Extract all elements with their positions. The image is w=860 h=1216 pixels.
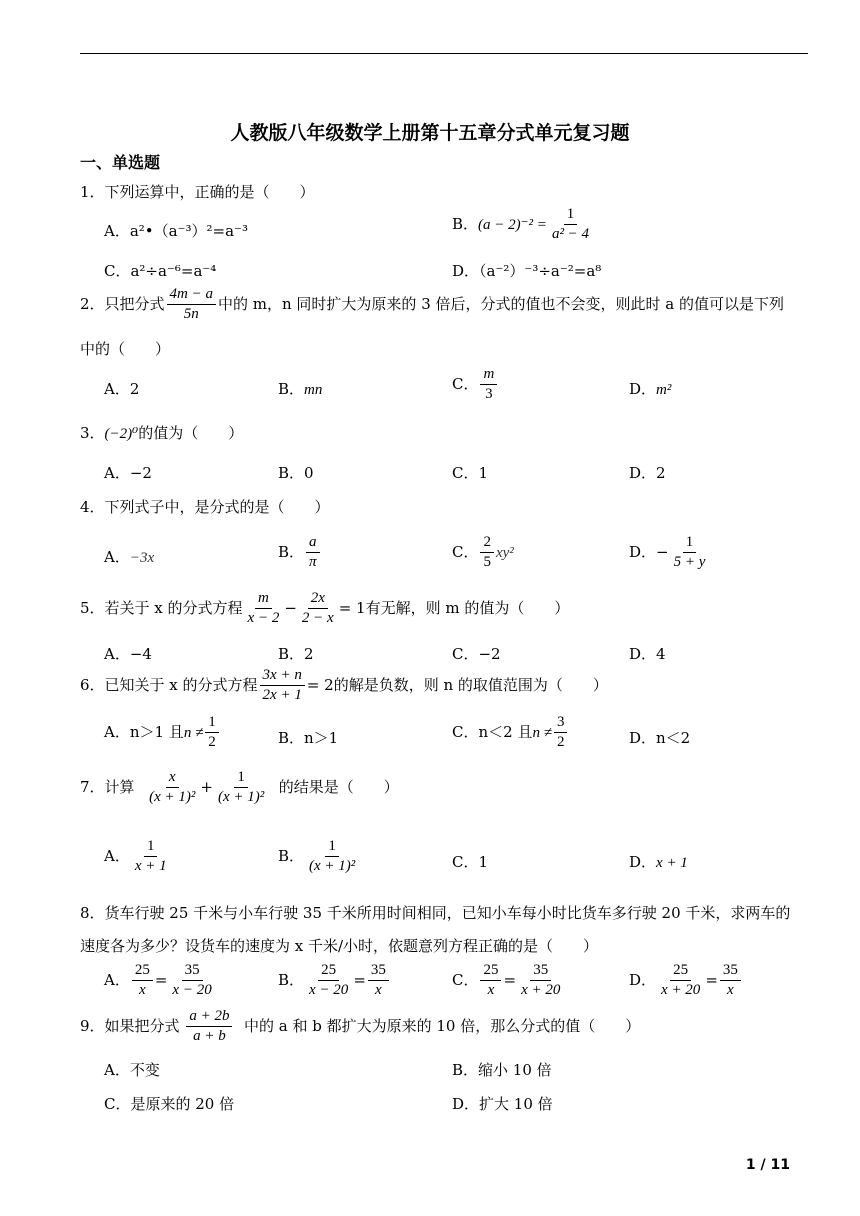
q8-option-d: D． $\frac{25}{x + 20}$ = $\frac{35}{x}$ (629, 962, 743, 1000)
q8-stem-line2: 速度各为多少？设货车的速度为 x 千米/小时，依题意列方程正确的是（ ） (80, 937, 599, 955)
q4-d-fraction: $\frac{1}{5 + y}$ (673, 534, 706, 571)
page-number: 1 / 11 (745, 1157, 790, 1173)
q8-c-fraction-left: $\frac{25}{x}$ (480, 962, 501, 1000)
q8-b-fraction-right: $\frac{35}{x}$ (368, 962, 389, 1000)
q2-option-c: C． $\frac{m}{3}$ (452, 366, 499, 404)
q1-option-b (452, 206, 594, 244)
q6-c-fraction: $\frac{3}{2}$ (554, 714, 568, 752)
q3-option-b: B．0 (278, 464, 314, 482)
q8-a-fraction-left: $\frac{25}{x}$ (132, 962, 153, 1000)
q5-stem: 5．若关于 x 的分式方程 $\frac{m}{x - 2}$ − $\frac{2x}{2 - x}$ = 1有无解，则 m 的值为（ ） (80, 590, 570, 627)
q5-fraction-1: $\frac{m}{x - 2}$ (247, 590, 280, 627)
q3-stem: 3．(−2)⁰的值为（ ） (80, 424, 244, 442)
q1-option-a: A．a²•（a⁻³）²=a⁻³ (104, 222, 248, 240)
q6-a-fraction: $\frac{1}{2}$ (205, 714, 219, 752)
q8-b-fraction-left: $\frac{25}{x - 20}$ (309, 962, 349, 999)
q2-option-a: A．2 (104, 380, 140, 398)
q4-c-fraction: $\frac{2}{5}$ (480, 534, 494, 572)
q2-stem-line2: 中的（ ） (80, 340, 171, 358)
q8-stem-line1: 8．货车行驶 25 千米与小车行驶 35 千米所用时间相同，已知小车每小时比货车多行驶 20 千米，求两车的 (80, 904, 791, 922)
q9-option-b: B．缩小 10 倍 (452, 1061, 552, 1079)
q9-fraction: $\frac{a + 2b}{a + b}$ (186, 1008, 232, 1046)
q7-option-c: C．1 (452, 853, 489, 871)
q7-b-fraction: $\frac{1}{\text{(x + 1)²}}$ (309, 838, 356, 875)
q4-option-c: C． $\frac{2}{5}$ xy² (452, 534, 514, 571)
q1-option-d: D．（a⁻²）⁻³÷a⁻²=a⁸ (452, 262, 602, 280)
q4-stem: 4．下列式子中，是分式的是（ ） (80, 498, 330, 516)
q4-b-fraction: $\frac{a}{\pi}$ (306, 534, 320, 572)
section-heading: 一、单选题 (80, 153, 161, 172)
q3-option-d: D．2 (629, 464, 666, 482)
q3-option-c: C．1 (452, 464, 489, 482)
q6-stem: 6．已知关于 x 的分式方程 $\frac{3x + n}{2x + 1}$ = 2的解是负数，则 n 的取值范围为（ ） (80, 667, 608, 704)
q7-stem: 7．计算 $\frac{x}{\text{(x + 1)²}}$ + $\frac{1}{\text{(x + 1)²}}$ 的结果是（ ） (80, 769, 399, 806)
document-title: 人教版八年级数学上册第十五章分式单元复习题 (230, 122, 630, 144)
q6-fraction: $\frac{3x + n}{2x + 1}$ (260, 667, 305, 705)
q6-option-a: A．n＞1 且n ≠ $\frac{1}{2}$ (104, 714, 221, 752)
q2-c-fraction: $\frac{m}{3}$ (480, 366, 497, 404)
q9-option-c: C．是原来的 20 倍 (104, 1095, 235, 1113)
q1-stem: 1．下列运算中，正确的是（ ） (80, 183, 315, 201)
q6-option-b: B．n＞1 (278, 729, 339, 747)
q4-option-b: B． $\frac{a}{\pi}$ (278, 534, 322, 572)
header-rule (80, 53, 808, 54)
q8-d-fraction-right: $\frac{35}{x}$ (720, 962, 741, 1000)
q7-fraction-1: $\frac{x}{\text{(x + 1)²}}$ (149, 769, 196, 806)
q7-option-a: A． $\frac{1}{x + 1}$ (104, 838, 172, 876)
q2-option-d: D．m² (629, 380, 672, 398)
q5-option-d: D．4 (629, 645, 666, 663)
q5-fraction-2: $\frac{2x}{2 - x}$ (301, 590, 334, 627)
option-label: B． (452, 214, 479, 233)
q7-fraction-2: $\frac{1}{\text{(x + 1)²}}$ (217, 769, 265, 806)
q6-option-c: C．n＜2 且n ≠ $\frac{3}{2}$ (452, 714, 569, 752)
q2-fraction: $\frac{4m - a}{5n}$ (167, 286, 216, 324)
q3-option-a: A．−2 (104, 464, 152, 482)
q5-option-b: B．2 (278, 645, 314, 663)
q8-d-fraction-left: $\frac{25}{x + 20}$ (661, 962, 701, 999)
q2-option-b: B．mn (278, 380, 323, 398)
q1-option-c: C．a²÷a⁻⁶=a⁻⁴ (104, 262, 217, 280)
q9-stem: 9．如果把分式 $\frac{a + 2b}{a + b}$ 中的 a 和 b 都扩大为原来的 10 倍，那么分式的值（ ） (80, 1008, 641, 1045)
q8-option-c: C． $\frac{25}{x}$ = $\frac{35}{x + 20}$ (452, 962, 565, 1000)
q2-stem: 2．只把分式 $\frac{4m - a}{5n}$ 中的 m，n 同时扩大为原来的 3 倍后，分式的值也不会变，则此时 a 的值可以是下列 (80, 286, 784, 323)
q8-c-fraction-right: $\frac{35}{x + 20}$ (521, 962, 561, 999)
q7-option-b: B． $\frac{1}{\text{(x + 1)²}}$ (278, 838, 360, 876)
q6-option-d: D．n＜2 (629, 729, 691, 747)
q5-option-c: C．−2 (452, 645, 501, 663)
q1-b-fraction: $\frac{1}{\text{a² − 4}}$ (551, 206, 590, 243)
q8-option-a: A． $\frac{25}{x}$ = $\frac{35}{x - 20}$ (104, 962, 217, 1000)
q7-option-d: D．x + 1 (629, 853, 688, 871)
q8-a-fraction-right: $\frac{35}{x - 20}$ (172, 962, 212, 999)
q9-option-a: A．不变 (104, 1061, 160, 1079)
q5-option-a: A．−4 (104, 645, 152, 663)
q7-a-fraction: $\frac{1}{x + 1}$ (134, 838, 167, 875)
q1-b-lhs: (a − 2)⁻² = (478, 216, 547, 233)
q4-option-a: A．−3x (104, 548, 155, 566)
q9-option-d: D．扩大 10 倍 (452, 1095, 553, 1113)
q8-option-b: B． $\frac{25}{x - 20}$ = $\frac{35}{x}$ (278, 962, 391, 1000)
q4-option-d: D．− $\frac{1}{5 + y}$ (629, 534, 710, 572)
